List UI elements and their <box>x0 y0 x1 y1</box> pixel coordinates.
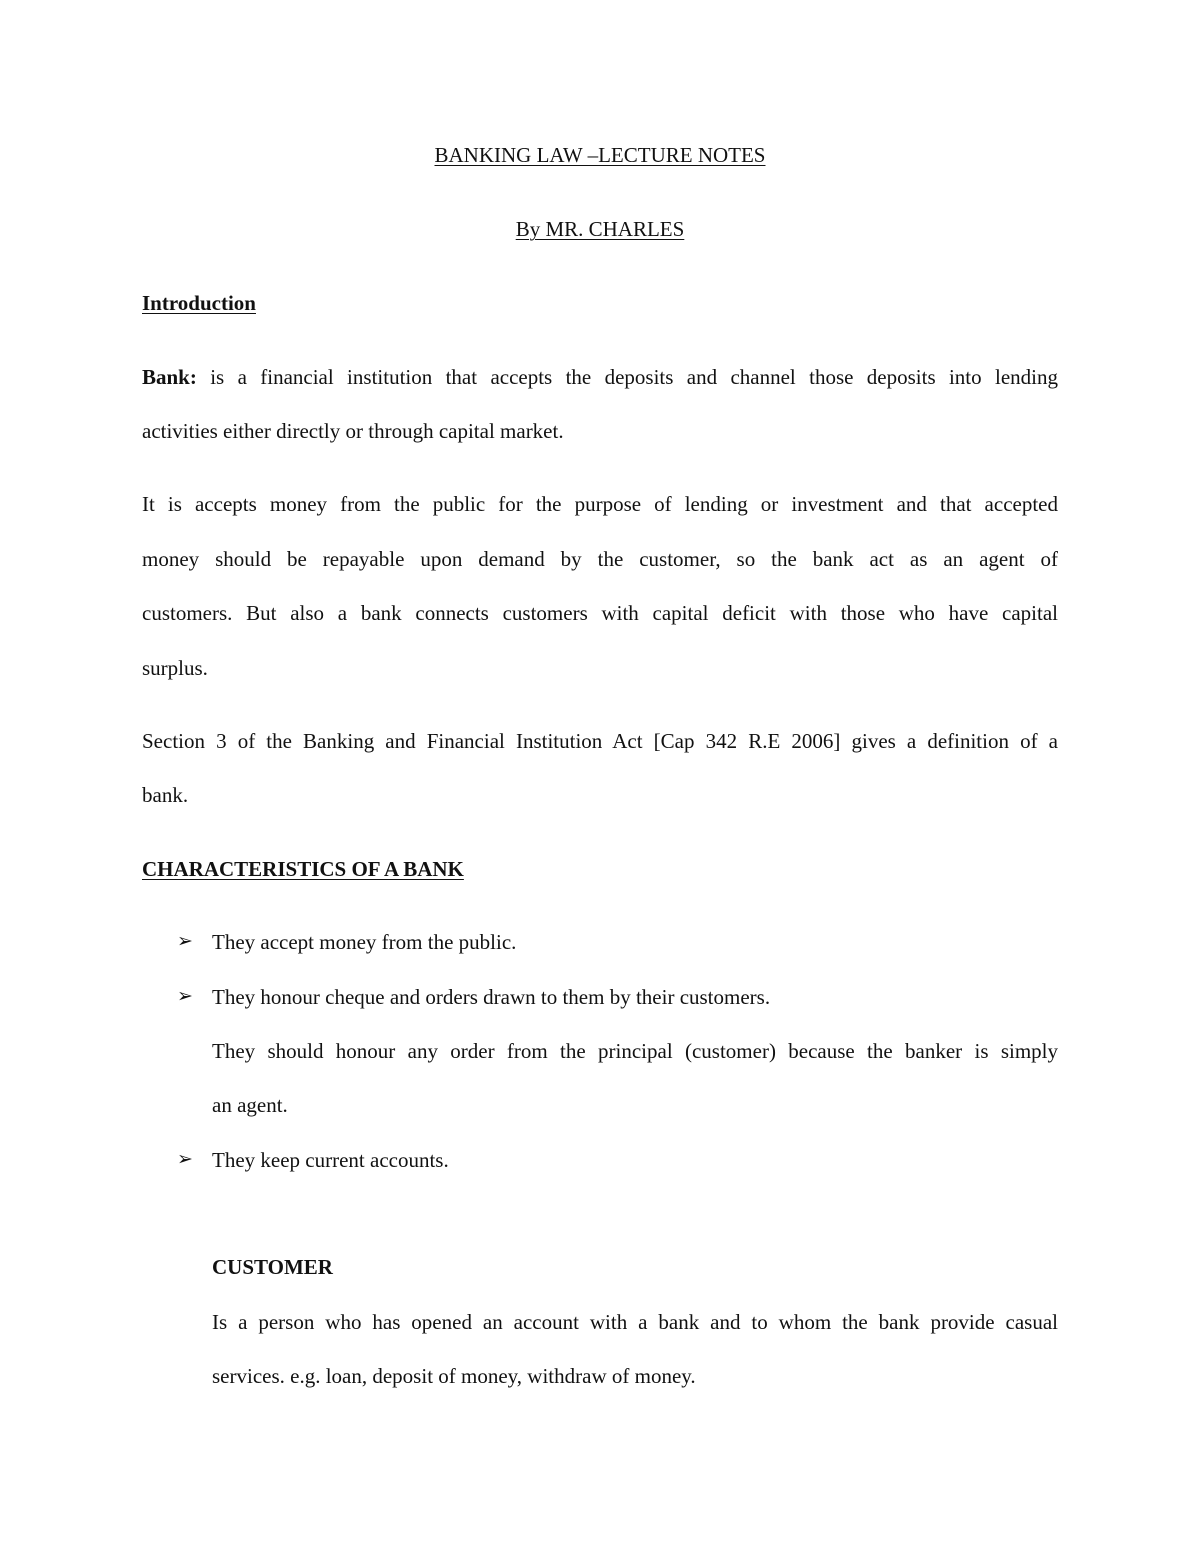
characteristics-heading-text: CHARACTERISTICS OF A BANK <box>142 857 464 881</box>
author-text: By MR. CHARLES <box>515 217 685 241</box>
customer-definition-line-1: Is a person who has opened an account with a bank and to whom the bank provide casual <box>212 1310 1058 1334</box>
arrow-bullet-icon: ➢ <box>177 931 193 952</box>
paragraph-2-line-4: surplus. <box>142 656 208 680</box>
title-text: BANKING LAW –LECTURE NOTES <box>434 143 766 167</box>
document-title <box>0 142 1200 168</box>
list-item-note-line-1: They should honour any order from the principal (customer) because the banker is simply <box>212 1039 1058 1063</box>
list-item-note-line-2: an agent. <box>212 1093 288 1117</box>
characteristics-heading <box>142 856 1058 882</box>
bank-definition-line-2: activities either directly or through capital market. <box>142 419 564 443</box>
paragraph-3-line-2: bank. <box>142 783 189 807</box>
bank-definition-line-1 <box>142 364 1058 390</box>
customer-heading: CUSTOMER <box>212 1255 333 1279</box>
list-item: They keep current accounts. <box>212 1148 449 1172</box>
list-item: They accept money from the public. <box>212 930 517 954</box>
paragraph-2-line-3: customers. But also a bank connects customers with capital deficit with those who have capital <box>142 601 1058 625</box>
bank-definition-text: is a financial institution that accepts the deposits and channel those deposits into lending <box>196 365 1058 389</box>
intro-heading <box>142 290 1058 316</box>
paragraph-2-line-1: It is accepts money from the public for the purpose of lending or investment and that accepted <box>142 492 1058 516</box>
list-item: They honour cheque and orders drawn to them by their customers. <box>212 985 771 1009</box>
arrow-bullet-icon: ➢ <box>177 986 193 1007</box>
document-author <box>0 216 1200 242</box>
intro-heading-text: Introduction <box>142 291 256 315</box>
bank-term: Bank: <box>142 365 197 389</box>
paragraph-3-line-1: Section 3 of the Banking and Financial Institution Act [Cap 342 R.E 2006] gives a definition of a <box>142 729 1058 753</box>
customer-definition-line-2: services. e.g. loan, deposit of money, withdraw of money. <box>212 1364 696 1388</box>
paragraph-2-line-2: money should be repayable upon demand by the customer, so the bank act as an agent of <box>142 547 1058 571</box>
arrow-bullet-icon: ➢ <box>177 1149 193 1170</box>
